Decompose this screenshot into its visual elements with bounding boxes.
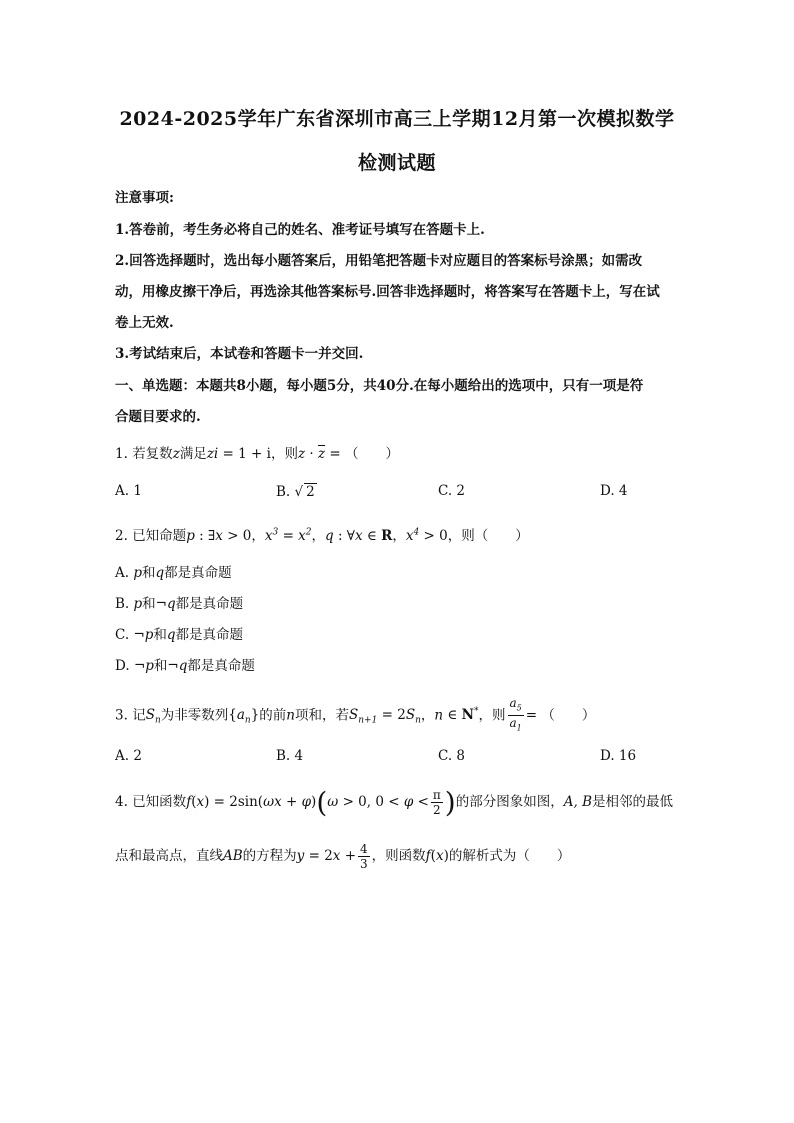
question-3: 3. 记$S_n$为非零数列$\{a_n\}$的前n项和，若$S_{n+1} = 2S_n$，n ∈ N*，则 $\frac{a_5}{a_1}$ = （ ） bbox=[115, 696, 595, 736]
q1-option-b-value: 2 bbox=[306, 484, 315, 500]
question-3-text-a: 记 bbox=[132, 707, 146, 724]
question-1-text-a: 若复数 bbox=[132, 446, 173, 462]
q2-d-text: 都是真命题 bbox=[187, 658, 255, 674]
math-x3-eq-x2: $x^3 = x^2$ bbox=[264, 527, 312, 544]
question-4-text-c: 是相邻的最低 bbox=[592, 794, 673, 810]
q3-option-b: B. 4 bbox=[276, 748, 304, 764]
math-AB: A, B bbox=[563, 794, 592, 810]
math-function-def: f(x) = 2sin(ωx + φ) bbox=[186, 794, 317, 810]
question-3-number: 3. bbox=[115, 707, 128, 724]
math-line-equation: y = 2x + bbox=[296, 848, 357, 864]
q2-c-text: 都是真命题 bbox=[175, 627, 244, 643]
math-sn-recurrence: $S_{n+1} = 2S_n$ bbox=[348, 707, 421, 727]
question-3-text-b: 为非零数列 bbox=[160, 707, 229, 724]
q2-a-text: 都是真命题 bbox=[164, 565, 232, 581]
question-1-text-c: ，则 bbox=[270, 446, 298, 462]
q2-option-a: A. p和q都是真命题 bbox=[115, 565, 232, 581]
q3-option-c: C. 8 bbox=[438, 748, 466, 764]
math-fraction-a5-a1: $\frac{a_5}{a_1}$ bbox=[509, 696, 522, 733]
question-4-number: 4. bbox=[115, 794, 128, 810]
notice-heading: 注意事项: bbox=[115, 190, 174, 206]
q2-option-b: B. p和¬q都是真命题 bbox=[115, 596, 244, 612]
question-4-text-e: 的方程为 bbox=[242, 848, 297, 864]
title-line-2: 检测试题 bbox=[357, 152, 436, 174]
math-constraints: ω > 0, 0 < φ < bbox=[327, 794, 429, 810]
notice-item-3: 3.考试结束后，本试卷和答题卡一并交回. bbox=[115, 346, 364, 362]
question-2: 2. 已知命题p : ∃x > 0，$x^3 = x^2$，q : ∀x ∈ R，$x^4 > 0$，则（ ） bbox=[115, 527, 529, 544]
question-4-text-a: 已知函数 bbox=[132, 794, 187, 810]
question-4-line-1 bbox=[115, 786, 673, 819]
question-4-text-d: 点和最高点，直线 bbox=[115, 848, 223, 864]
notice-item-2-line-1: 2.回答选择题时，选出每小题答案后，用铅笔把答题卡对应题目的答案标号涂黑；如需改 bbox=[115, 253, 643, 269]
math-sn: $S_n$ bbox=[145, 707, 161, 727]
q3-option-a: A. 2 bbox=[115, 748, 142, 764]
math-q-prop: q : ∀x ∈ R bbox=[325, 528, 393, 544]
question-3-text-e: ，则 bbox=[478, 707, 506, 724]
q1-option-a: A. 1 bbox=[115, 483, 142, 499]
notice-item-2-line-3: 卷上无效. bbox=[115, 315, 174, 331]
math-n: n bbox=[286, 707, 295, 724]
question-1-text-d: （ ） bbox=[344, 446, 399, 462]
q2-b-text: 都是真命题 bbox=[175, 596, 244, 612]
q2-option-b-label: B. bbox=[115, 596, 130, 612]
q2-option-c: C. ¬p和q都是真命题 bbox=[115, 627, 244, 643]
left-paren: ( bbox=[316, 786, 328, 819]
q2-option-d-label: D. bbox=[115, 658, 130, 674]
q2-option-d: D. ¬p和¬q都是真命题 bbox=[115, 658, 255, 674]
q1-option-d: D. 4 bbox=[600, 483, 628, 499]
question-3-text-d: 项和，若 bbox=[294, 707, 349, 724]
title-line-1: 2024-2025学年广东省深圳市高三上学期12月第一次模拟数学 bbox=[119, 108, 675, 130]
math-fraction-4-3: $\frac{4}{3}$ bbox=[360, 842, 368, 871]
right-paren: ) bbox=[444, 786, 456, 819]
math-z-zbar: $z \cdot \overline{z}$ = bbox=[297, 446, 341, 462]
q3-option-d: D. 16 bbox=[600, 748, 637, 764]
question-2-number: 2. bbox=[115, 528, 128, 544]
math-seq-an: $\{a_n\}$ bbox=[228, 707, 260, 727]
question-3-text-f: （ ） bbox=[541, 707, 596, 724]
math-fx: f(x) bbox=[425, 848, 449, 864]
q2-c-and: 和 bbox=[153, 627, 167, 643]
question-1 bbox=[115, 442, 399, 462]
math-line-AB: AB bbox=[223, 848, 243, 864]
q1-option-b bbox=[276, 483, 317, 500]
math-n-in-N: n ∈ N* bbox=[434, 706, 479, 724]
question-4-text-b: 的部分图象如图， bbox=[455, 794, 564, 810]
q1-option-c: C. 2 bbox=[438, 483, 466, 499]
q2-a-and: 和 bbox=[142, 565, 156, 581]
notice-item-1: 1.答卷前，考生务必将自己的姓名、准考证号填写在答题卡上. bbox=[115, 222, 485, 238]
sqrt-icon: √ bbox=[294, 484, 304, 500]
section-1-line-2: 合题目要求的. bbox=[115, 409, 201, 425]
question-3-text-c: 的前 bbox=[259, 707, 287, 724]
question-4-line-2 bbox=[115, 842, 570, 871]
q2-d-and: 和 bbox=[153, 658, 168, 674]
q1-option-b-label: B. bbox=[276, 484, 291, 500]
math-z: z bbox=[172, 446, 180, 462]
q2-option-c-label: C. bbox=[115, 627, 130, 643]
question-1-number: 1. bbox=[115, 446, 128, 462]
q2-b-and: 和 bbox=[142, 596, 156, 612]
math-zi-eq: zi = 1 + i bbox=[206, 446, 271, 462]
question-4-text-f: ，则函数 bbox=[371, 848, 426, 864]
math-x4-gt-0: $x^4 > 0$ bbox=[405, 527, 448, 544]
question-2-text-b: ，则（ ） bbox=[447, 528, 529, 544]
notice-item-2-line-2: 动，用橡皮擦干净后，再选涂其他答案标号.回答非选择题时，将答案写在答题卡上，写在试 bbox=[115, 284, 660, 300]
math-p-prop: p : ∃x > 0 bbox=[186, 528, 252, 544]
question-2-text-a: 已知命题 bbox=[132, 528, 187, 544]
section-1-line-1: 一、单选题：本题共8小题，每小题5分，共40分.在每小题给出的选项中，只有一项是符 bbox=[115, 378, 644, 394]
q2-option-a-label: A. bbox=[115, 565, 130, 581]
question-1-text-b: 满足 bbox=[179, 446, 207, 462]
math-fraction-pi-2: $\frac{\pi}{2}$ bbox=[432, 788, 441, 817]
question-4-text-g: 的解析式为（ ） bbox=[448, 848, 571, 864]
